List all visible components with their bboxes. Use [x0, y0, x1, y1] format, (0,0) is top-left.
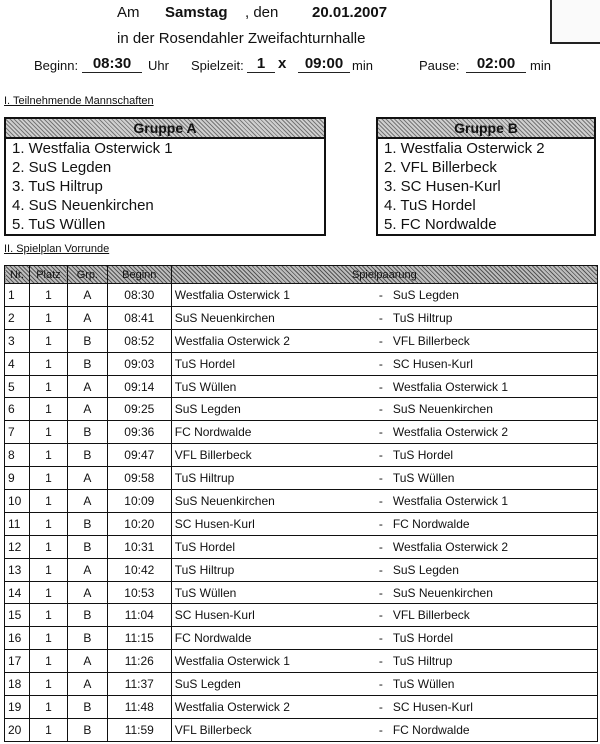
pairing-separator: -: [378, 471, 383, 486]
table-row: [5, 673, 598, 696]
cell-away: [376, 581, 598, 604]
table-row: [5, 375, 598, 398]
cell-away: [376, 284, 598, 307]
cell-nr: 2: [5, 306, 30, 329]
cell-grp: B: [67, 512, 107, 535]
cell-home-team: SuS Neuenkirchen: [171, 490, 376, 513]
cell-beginn: 10:20: [107, 512, 171, 535]
cell-away: [376, 718, 598, 741]
cell-grp: A: [67, 581, 107, 604]
group-a-team-2: 2. SuS Legden: [12, 159, 112, 176]
table-row: [5, 650, 598, 673]
cell-nr: 15: [5, 604, 30, 627]
cell-away-team: Westfalia Osterwick 1: [392, 493, 508, 508]
group-a-team-4: 4. SuS Neuenkirchen: [12, 197, 154, 214]
cell-nr: 13: [5, 558, 30, 581]
cell-home-team: TuS Hiltrup: [171, 467, 376, 490]
cell-nr: 11: [5, 512, 30, 535]
pairing-separator: -: [378, 287, 383, 302]
beginn-label: Beginn:: [34, 58, 79, 73]
group-a-box: [4, 117, 326, 236]
cell-away: [376, 421, 598, 444]
cell-grp: B: [67, 718, 107, 741]
group-a-team-5: 5. TuS Wüllen: [12, 216, 106, 233]
table-row: [5, 352, 598, 375]
cell-home-team: SC Husen-Kurl: [171, 512, 376, 535]
cell-home-team: VFL Billerbeck: [171, 718, 376, 741]
cell-home-team: TuS Wüllen: [171, 581, 376, 604]
cell-platz: 1: [29, 558, 67, 581]
cell-away-team: SuS Legden: [392, 287, 459, 302]
table-row: [5, 718, 598, 741]
cell-away-team: TuS Hordel: [392, 631, 454, 646]
cell-away-team: TuS Hiltrup: [392, 310, 453, 325]
group-a-team-1: 1. Westfalia Osterwick 1: [12, 140, 173, 157]
cell-away: [376, 512, 598, 535]
cell-beginn: 08:41: [107, 306, 171, 329]
cell-grp: A: [67, 306, 107, 329]
cell-platz: 1: [29, 329, 67, 352]
cell-nr: 4: [5, 352, 30, 375]
cell-nr: 9: [5, 467, 30, 490]
cell-beginn: 11:15: [107, 627, 171, 650]
cell-away-team: Westfalia Osterwick 2: [392, 539, 508, 554]
table-row: [5, 284, 598, 307]
table-row: [5, 604, 598, 627]
cell-grp: B: [67, 604, 107, 627]
pairing-separator: -: [378, 379, 383, 394]
table-row: [5, 306, 598, 329]
cell-grp: A: [67, 375, 107, 398]
date-value: 20.01.2007: [312, 4, 388, 21]
cell-home-team: Westfalia Osterwick 1: [171, 284, 376, 307]
cell-away-team: VFL Billerbeck: [392, 333, 470, 348]
cell-platz: 1: [29, 444, 67, 467]
cell-grp: B: [67, 329, 107, 352]
cell-away-team: Westfalia Osterwick 1: [392, 379, 508, 394]
cell-beginn: 09:14: [107, 375, 171, 398]
section-teams-title: I. Teilnehmende Mannschaften: [4, 95, 154, 107]
group-b-team-3: 3. SC Husen-Kurl: [384, 178, 501, 195]
den-label: , den: [245, 4, 279, 21]
section-plan-title: II. Spielplan Vorrunde: [4, 243, 110, 255]
cell-home-team: TuS Hiltrup: [171, 558, 376, 581]
beginn-unit: Uhr: [148, 58, 169, 73]
group-b-team-1: 1. Westfalia Osterwick 2: [384, 140, 545, 157]
beginn-value: 08:30: [82, 55, 142, 73]
table-row: [5, 581, 598, 604]
corner-box: [550, 0, 600, 44]
cell-grp: B: [67, 627, 107, 650]
cell-beginn: 09:58: [107, 467, 171, 490]
spielzeit-x: x: [278, 55, 287, 72]
pause-label: Pause:: [419, 58, 460, 73]
cell-home-team: SuS Neuenkirchen: [171, 306, 376, 329]
cell-nr: 16: [5, 627, 30, 650]
pairing-separator: -: [378, 562, 383, 577]
cell-home-team: Westfalia Osterwick 2: [171, 696, 376, 719]
pairing-separator: -: [378, 654, 383, 669]
pairing-separator: -: [378, 448, 383, 463]
pairing-separator: -: [378, 402, 383, 417]
cell-nr: 6: [5, 398, 30, 421]
pairing-separator: -: [378, 333, 383, 348]
col-header-platz: Platz: [29, 266, 67, 284]
cell-away: [376, 558, 598, 581]
cell-away-team: TuS Hordel: [392, 448, 454, 463]
schedule-body: [5, 284, 598, 742]
schedule-table: [4, 265, 598, 742]
cell-away: [376, 444, 598, 467]
cell-away: [376, 467, 598, 490]
cell-platz: 1: [29, 512, 67, 535]
cell-grp: A: [67, 650, 107, 673]
cell-beginn: 10:09: [107, 490, 171, 513]
pairing-separator: -: [378, 516, 383, 531]
cell-home-team: Westfalia Osterwick 2: [171, 329, 376, 352]
cell-away: [376, 604, 598, 627]
cell-away: [376, 627, 598, 650]
cell-away: [376, 329, 598, 352]
cell-grp: B: [67, 444, 107, 467]
cell-home-team: FC Nordwalde: [171, 627, 376, 650]
cell-beginn: 10:31: [107, 535, 171, 558]
group-a-team-3: 3. TuS Hiltrup: [12, 178, 103, 195]
cell-beginn: 11:26: [107, 650, 171, 673]
cell-grp: B: [67, 696, 107, 719]
cell-away-team: TuS Wüllen: [392, 471, 455, 486]
table-row: [5, 467, 598, 490]
pairing-separator: -: [378, 425, 383, 440]
cell-home-team: VFL Billerbeck: [171, 444, 376, 467]
cell-grp: A: [67, 284, 107, 307]
cell-away-team: Westfalia Osterwick 2: [392, 425, 508, 440]
cell-away: [376, 352, 598, 375]
cell-away: [376, 490, 598, 513]
cell-home-team: TuS Hordel: [171, 352, 376, 375]
cell-platz: 1: [29, 306, 67, 329]
cell-grp: A: [67, 398, 107, 421]
cell-away-team: SuS Legden: [392, 562, 459, 577]
cell-away-team: FC Nordwalde: [392, 722, 470, 737]
group-b-team-4: 4. TuS Hordel: [384, 197, 476, 214]
table-header-row: [5, 266, 598, 284]
cell-home-team: Westfalia Osterwick 1: [171, 650, 376, 673]
table-row: [5, 627, 598, 650]
cell-grp: B: [67, 421, 107, 444]
cell-away-team: SuS Neuenkirchen: [392, 585, 493, 600]
pairing-separator: -: [378, 493, 383, 508]
cell-grp: A: [67, 467, 107, 490]
cell-home-team: TuS Wüllen: [171, 375, 376, 398]
table-row: [5, 512, 598, 535]
cell-away: [376, 535, 598, 558]
cell-platz: 1: [29, 284, 67, 307]
pairing-separator: -: [378, 722, 383, 737]
col-header-beginn: Beginn: [107, 266, 171, 284]
cell-platz: 1: [29, 718, 67, 741]
cell-platz: 1: [29, 604, 67, 627]
cell-beginn: 09:36: [107, 421, 171, 444]
cell-nr: 1: [5, 284, 30, 307]
pause-value: 02:00: [466, 55, 526, 73]
cell-nr: 12: [5, 535, 30, 558]
pause-unit: min: [530, 58, 551, 73]
col-header-spielpaarung: Spielpaarung: [171, 266, 597, 284]
cell-away-team: SC Husen-Kurl: [392, 356, 473, 371]
spielzeit-label: Spielzeit:: [191, 58, 244, 73]
cell-away: [376, 673, 598, 696]
cell-beginn: 11:59: [107, 718, 171, 741]
cell-nr: 5: [5, 375, 30, 398]
cell-nr: 7: [5, 421, 30, 444]
cell-away: [376, 398, 598, 421]
cell-platz: 1: [29, 375, 67, 398]
cell-nr: 10: [5, 490, 30, 513]
table-row: [5, 421, 598, 444]
pairing-separator: -: [378, 608, 383, 623]
day-value: Samstag: [165, 4, 228, 21]
cell-platz: 1: [29, 421, 67, 444]
group-b-team-5: 5. FC Nordwalde: [384, 216, 497, 233]
group-a-title: Gruppe A: [6, 119, 324, 139]
cell-beginn: 10:42: [107, 558, 171, 581]
cell-nr: 19: [5, 696, 30, 719]
cell-home-team: SuS Legden: [171, 673, 376, 696]
cell-platz: 1: [29, 467, 67, 490]
cell-away-team: TuS Hiltrup: [392, 654, 453, 669]
cell-away-team: SC Husen-Kurl: [392, 699, 473, 714]
am-label: Am: [117, 4, 140, 21]
cell-beginn: 10:53: [107, 581, 171, 604]
group-b-team-2: 2. VFL Billerbeck: [384, 159, 497, 176]
cell-grp: B: [67, 535, 107, 558]
col-header-nr: Nr.: [5, 266, 30, 284]
cell-grp: B: [67, 352, 107, 375]
spielzeit-count: 1: [247, 55, 275, 73]
cell-home-team: FC Nordwalde: [171, 421, 376, 444]
pairing-separator: -: [378, 677, 383, 692]
cell-away: [376, 375, 598, 398]
cell-home-team: SC Husen-Kurl: [171, 604, 376, 627]
cell-away: [376, 306, 598, 329]
cell-away-team: FC Nordwalde: [392, 516, 470, 531]
table-row: [5, 535, 598, 558]
cell-beginn: 11:04: [107, 604, 171, 627]
cell-nr: 17: [5, 650, 30, 673]
spielzeit-value: 09:00: [298, 55, 350, 73]
pairing-separator: -: [378, 699, 383, 714]
pairing-separator: -: [378, 356, 383, 371]
cell-grp: A: [67, 558, 107, 581]
cell-platz: 1: [29, 490, 67, 513]
table-row: [5, 329, 598, 352]
cell-platz: 1: [29, 696, 67, 719]
cell-home-team: TuS Hordel: [171, 535, 376, 558]
table-row: [5, 444, 598, 467]
cell-beginn: 11:48: [107, 696, 171, 719]
cell-away-team: SuS Neuenkirchen: [392, 402, 493, 417]
table-row: [5, 696, 598, 719]
cell-platz: 1: [29, 650, 67, 673]
cell-beginn: 08:30: [107, 284, 171, 307]
cell-platz: 1: [29, 398, 67, 421]
pairing-separator: -: [378, 310, 383, 325]
cell-away-team: VFL Billerbeck: [392, 608, 470, 623]
table-row: [5, 490, 598, 513]
group-b-box: [376, 117, 596, 236]
cell-home-team: SuS Legden: [171, 398, 376, 421]
cell-beginn: 09:47: [107, 444, 171, 467]
cell-away: [376, 650, 598, 673]
cell-away-team: TuS Wüllen: [392, 677, 455, 692]
cell-nr: 3: [5, 329, 30, 352]
cell-nr: 18: [5, 673, 30, 696]
cell-beginn: 08:52: [107, 329, 171, 352]
cell-platz: 1: [29, 535, 67, 558]
cell-grp: A: [67, 490, 107, 513]
pairing-separator: -: [378, 539, 383, 554]
spielzeit-unit: min: [352, 58, 373, 73]
pairing-separator: -: [378, 585, 383, 600]
cell-platz: 1: [29, 352, 67, 375]
venue-text: in der Rosendahler Zweifachturnhalle: [117, 30, 366, 47]
col-header-grp: Grp.: [67, 266, 107, 284]
cell-beginn: 09:25: [107, 398, 171, 421]
cell-nr: 8: [5, 444, 30, 467]
cell-platz: 1: [29, 581, 67, 604]
cell-beginn: 09:03: [107, 352, 171, 375]
group-b-title: Gruppe B: [378, 119, 594, 139]
cell-grp: A: [67, 673, 107, 696]
cell-nr: 20: [5, 718, 30, 741]
pairing-separator: -: [378, 631, 383, 646]
table-row: [5, 558, 598, 581]
table-row: [5, 398, 598, 421]
cell-away: [376, 696, 598, 719]
cell-beginn: 11:37: [107, 673, 171, 696]
cell-platz: 1: [29, 627, 67, 650]
cell-platz: 1: [29, 673, 67, 696]
cell-nr: 14: [5, 581, 30, 604]
